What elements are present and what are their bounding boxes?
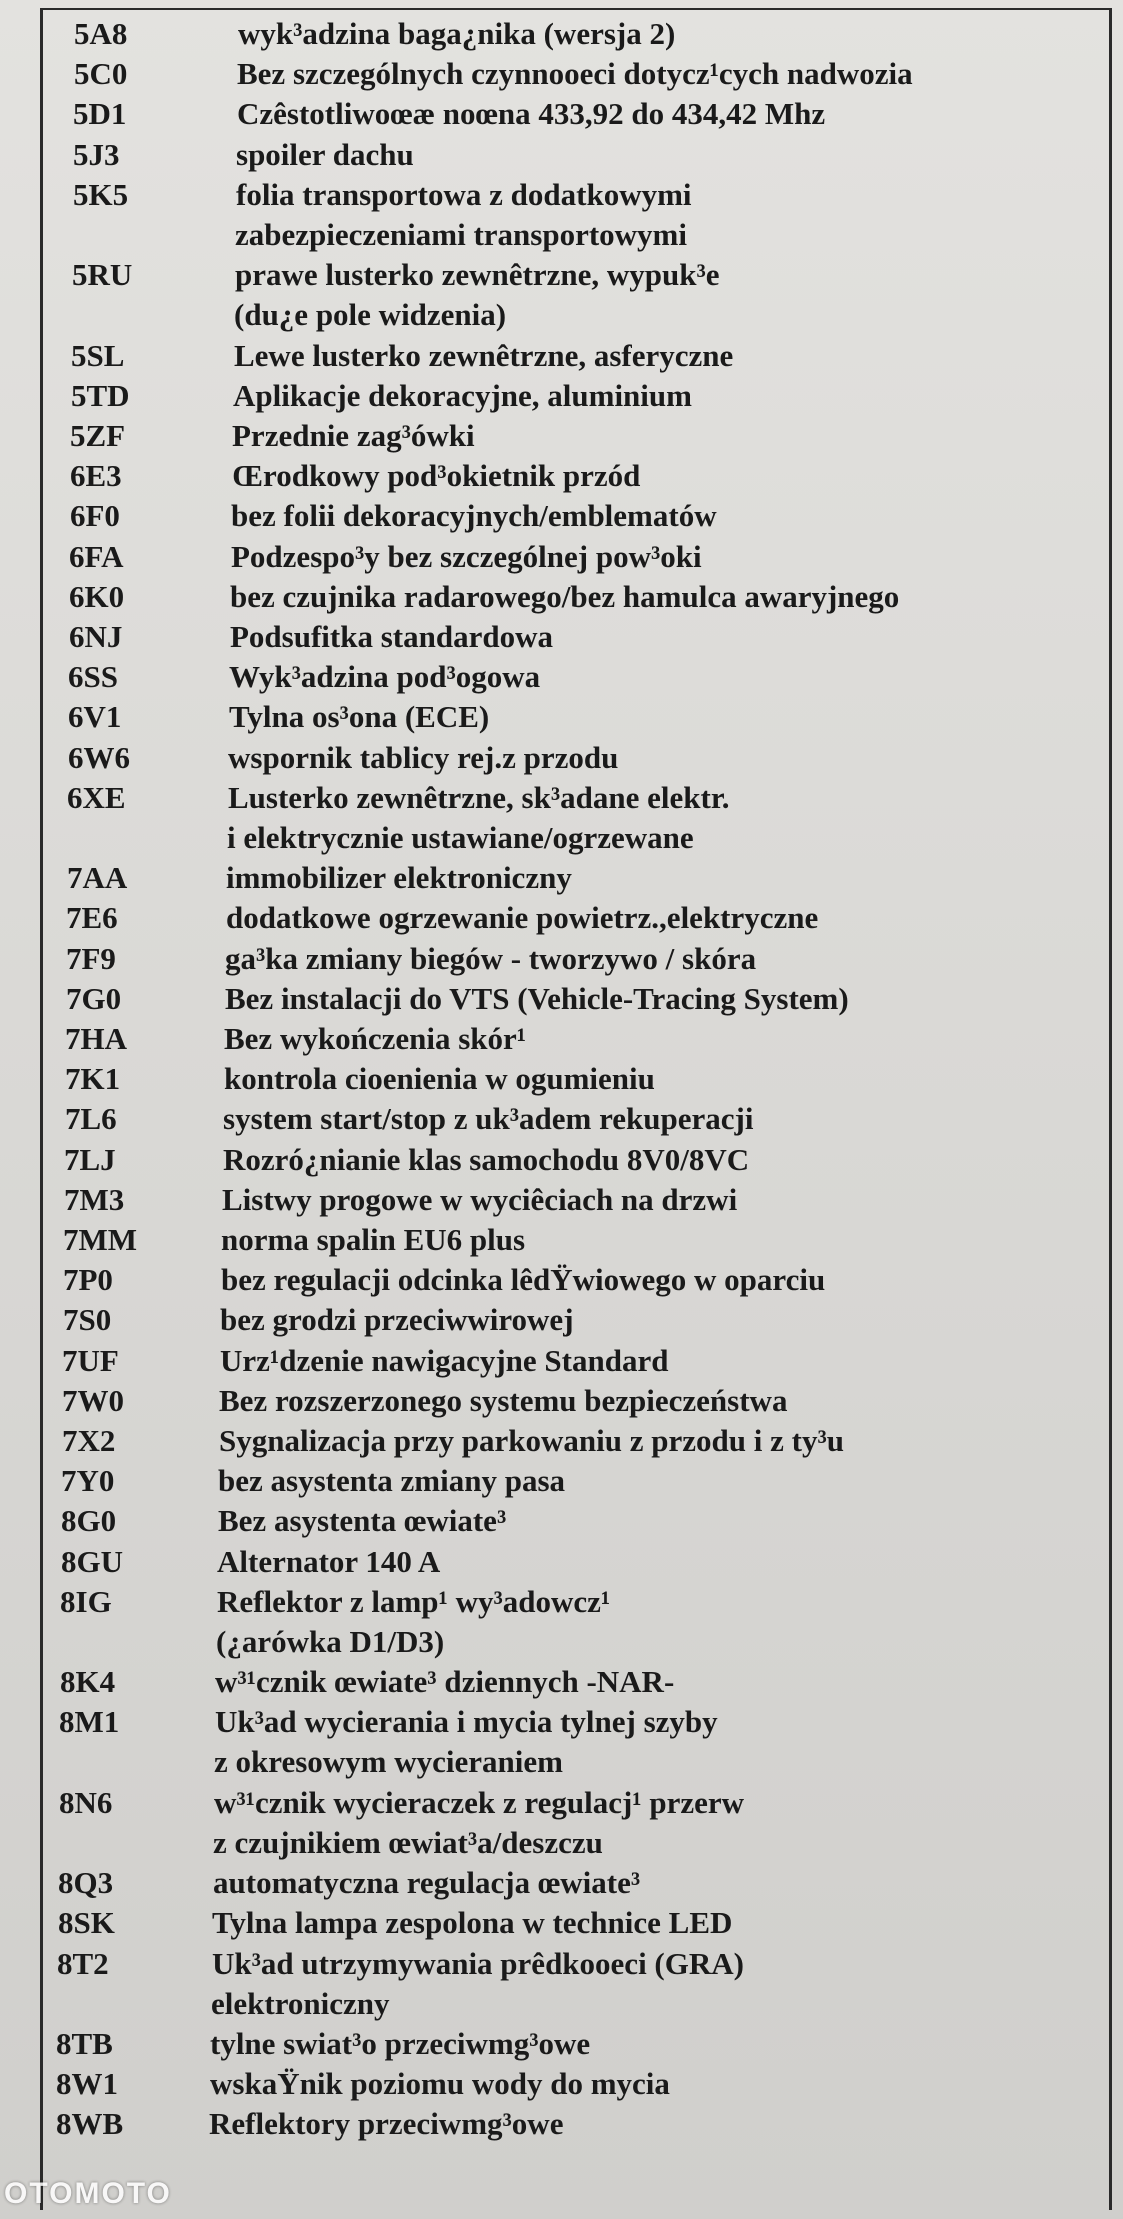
equipment-description-continued: z czujnikiem œwiat³a/deszczu — [213, 1825, 603, 1861]
equipment-description: kontrola cioenienia w ogumieniu — [224, 1061, 655, 1096]
equipment-description: bez folii dekoracyjnych/emblematów — [231, 498, 717, 533]
table-row — [0, 1099, 1100, 1139]
equipment-code: 7E6 — [66, 900, 118, 935]
equipment-code: 7Y0 — [61, 1463, 115, 1498]
equipment-description: Czêstotliwoœæ noœna 433,92 do 434,42 Mhz — [237, 96, 826, 131]
equipment-code: 8T2 — [57, 1946, 109, 1981]
equipment-description: wskaŸnik poziomu wody do mycia — [210, 2066, 670, 2101]
equipment-code: 6E3 — [70, 458, 122, 493]
table-row — [0, 496, 1100, 536]
table-row — [0, 94, 1100, 134]
equipment-description: Œrodkowy pod³okietnik przód — [232, 458, 641, 493]
equipment-description: wyk³adzina baga¿nika (wersja 2) — [238, 16, 676, 51]
equipment-code: 5A8 — [74, 16, 128, 51]
equipment-code: 8TB — [56, 2026, 113, 2061]
equipment-code: 8W1 — [56, 2066, 118, 2101]
equipment-description: Uk³ad utrzymywania prêdkooeci (GRA) — [212, 1946, 744, 1981]
equipment-code: 5TD — [71, 378, 130, 413]
equipment-code: 7G0 — [66, 981, 122, 1016]
equipment-description: norma spalin EU6 plus — [221, 1222, 526, 1257]
equipment-description: Bez wykończenia skór¹ — [224, 1021, 527, 1056]
equipment-code: 6V1 — [68, 699, 122, 734]
table-row — [0, 2024, 1100, 2064]
equipment-code: 7X2 — [62, 1423, 116, 1458]
equipment-code: 8SK — [58, 1905, 115, 1940]
table-row — [0, 135, 1100, 175]
equipment-description: w³¹cznik œwiate³ dziennych -NAR- — [215, 1664, 675, 1699]
equipment-description-continued: elektroniczny — [211, 1986, 390, 2022]
equipment-code: 6SS — [68, 659, 118, 694]
equipment-description: Bez asystenta œwiate³ — [218, 1503, 507, 1538]
equipment-code: 5D1 — [73, 96, 127, 131]
equipment-description: Podzespo³y bez szczególnej pow³oki — [231, 539, 702, 574]
table-row — [0, 1944, 1100, 2022]
table-row — [0, 1300, 1100, 1340]
table-row — [0, 1501, 1100, 1541]
equipment-code: 7F9 — [66, 941, 116, 976]
equipment-code: 8N6 — [59, 1785, 113, 1820]
equipment-description: dodatkowe ogrzewanie powietrz.,elektryczne — [226, 900, 819, 935]
equipment-description: Rozró¿nianie klas samochodu 8V0/8VC — [223, 1142, 750, 1177]
equipment-description: Lewe lusterko zewnêtrzne, asferyczne — [234, 338, 734, 373]
equipment-description: Alternator 140 A — [217, 1544, 441, 1579]
equipment-code: 5SL — [71, 338, 125, 373]
equipment-description: tylne swiat³o przeciwmg³owe — [210, 2026, 591, 2061]
table-row — [0, 1542, 1100, 1582]
equipment-code: 5C0 — [74, 56, 128, 91]
equipment-code: 6FA — [69, 539, 124, 574]
equipment-code: 5RU — [72, 257, 133, 292]
equipment-code: 8WB — [56, 2106, 124, 2141]
equipment-code: 8M1 — [59, 1704, 120, 1739]
equipment-description: folia transportowa z dodatkowymi — [236, 177, 692, 212]
equipment-description: Tylna os³ona (ECE) — [229, 699, 490, 734]
table-row — [0, 1662, 1100, 1702]
equipment-description: Reflektor z lamp¹ wy³adowcz¹ — [217, 1584, 611, 1619]
equipment-description: spoiler dachu — [236, 137, 414, 172]
equipment-description: system start/stop z uk³adem rekuperacji — [223, 1101, 754, 1136]
table-row — [0, 1783, 1100, 1861]
equipment-code: 5J3 — [73, 137, 120, 172]
table-row — [0, 1019, 1100, 1059]
table-row — [0, 255, 1100, 333]
equipment-description: bez regulacji odcinka lêdŸwiowego w oparciu — [221, 1262, 826, 1297]
equipment-description-continued: i elektrycznie ustawiane/ogrzewane — [227, 820, 694, 856]
equipment-description: Aplikacje dekoracyjne, aluminium — [233, 378, 692, 413]
equipment-description-continued: z okresowym wycieraniem — [214, 1744, 563, 1780]
table-row — [0, 537, 1100, 577]
table-row — [0, 577, 1100, 617]
equipment-description: immobilizer elektroniczny — [226, 860, 572, 895]
equipment-description: Listwy progowe w wyciêciach na drzwi — [222, 1182, 738, 1217]
equipment-description: ga³ka zmiany biegów - tworzywo / skóra — [225, 941, 757, 976]
table-row — [0, 697, 1100, 737]
equipment-description: Tylna lampa zespolona w technice LED — [212, 1905, 733, 1940]
table-row — [0, 1421, 1100, 1461]
equipment-code: 7P0 — [63, 1262, 113, 1297]
table-row — [0, 14, 1100, 54]
equipment-description-continued: zabezpieczeniami transportowymi — [235, 217, 687, 253]
equipment-description: bez czujnika radarowego/bez hamulca awaryjnego — [230, 579, 900, 614]
table-row — [0, 376, 1100, 416]
equipment-code: 7HA — [65, 1021, 127, 1056]
equipment-code: 5ZF — [70, 418, 126, 453]
equipment-description: bez asystenta zmiany pasa — [218, 1463, 566, 1498]
table-row — [0, 778, 1100, 856]
equipment-code: 8IG — [60, 1584, 112, 1619]
table-row — [0, 336, 1100, 376]
table-row — [0, 1059, 1100, 1099]
table-row — [0, 1863, 1100, 1903]
equipment-code: 6NJ — [69, 619, 123, 654]
table-row — [0, 657, 1100, 697]
equipment-description-continued: (¿arówka D1/D3) — [216, 1624, 445, 1660]
equipment-code: 6F0 — [70, 498, 120, 533]
equipment-description: Reflektory przeciwmg³owe — [209, 2106, 564, 2141]
equipment-code: 7UF — [62, 1343, 119, 1378]
table-row — [0, 2064, 1100, 2104]
table-row — [0, 1180, 1100, 1220]
equipment-description: Uk³ad wycierania i mycia tylnej szyby — [215, 1704, 718, 1739]
table-row — [0, 898, 1100, 938]
table-row — [0, 858, 1100, 898]
equipment-description: Bez szczególnych czynnooeci dotycz¹cych nadwozia — [237, 56, 913, 91]
table-row — [0, 2104, 1100, 2144]
equipment-description-continued: (du¿e pole widzenia) — [234, 297, 507, 333]
watermark-logo: OTOMOTO — [4, 2177, 172, 2210]
table-row — [0, 54, 1100, 94]
equipment-description: Bez instalacji do VTS (Vehicle-Tracing System) — [225, 981, 849, 1016]
table-row — [0, 1903, 1100, 1943]
equipment-code: 6K0 — [69, 579, 125, 614]
table-row — [0, 617, 1100, 657]
equipment-code: 7AA — [67, 860, 128, 895]
equipment-description: wspornik tablicy rej.z przodu — [228, 740, 619, 775]
equipment-description: prawe lusterko zewnêtrzne, wypuk³e — [235, 257, 720, 292]
equipment-description: Bez rozszerzonego systemu bezpieczeństwa — [219, 1383, 788, 1418]
equipment-code: 8Q3 — [58, 1865, 114, 1900]
equipment-code: 7M3 — [64, 1182, 125, 1217]
table-row — [0, 1461, 1100, 1501]
equipment-code: 7LJ — [64, 1142, 116, 1177]
equipment-code: 8GU — [61, 1544, 123, 1579]
equipment-description: bez grodzi przeciwwirowej — [220, 1302, 574, 1337]
table-row — [0, 1702, 1100, 1780]
equipment-description: Lusterko zewnêtrzne, sk³adane elektr. — [228, 780, 730, 815]
equipment-description: Przednie zag³ówki — [232, 418, 475, 453]
table-row — [0, 1260, 1100, 1300]
equipment-code: 5K5 — [73, 177, 129, 212]
equipment-code: 6W6 — [68, 740, 130, 775]
table-row — [0, 175, 1100, 253]
table-row — [0, 1341, 1100, 1381]
equipment-code: 7K1 — [65, 1061, 121, 1096]
table-row — [0, 1381, 1100, 1421]
equipment-code: 8G0 — [61, 1503, 117, 1538]
table-row — [0, 738, 1100, 778]
equipment-code: 6XE — [67, 780, 126, 815]
table-row — [0, 1220, 1100, 1260]
table-row — [0, 1582, 1100, 1660]
equipment-description: Wyk³adzina pod³ogowa — [229, 659, 541, 694]
table-row — [0, 456, 1100, 496]
equipment-description: Sygnalizacja przy parkowaniu z przodu i z ty³u — [219, 1423, 845, 1458]
table-row — [0, 1140, 1100, 1180]
equipment-description: Podsufitka standardowa — [230, 619, 553, 654]
equipment-code: 7W0 — [62, 1383, 124, 1418]
table-row — [0, 979, 1100, 1019]
table-row — [0, 416, 1100, 456]
equipment-code: 7MM — [63, 1222, 138, 1257]
equipment-code: 7L6 — [65, 1101, 117, 1136]
equipment-code: 7S0 — [63, 1302, 112, 1337]
table-row — [0, 939, 1100, 979]
equipment-description: w³¹cznik wycieraczek z regulacj¹ przerw — [214, 1785, 744, 1820]
equipment-code: 8K4 — [60, 1664, 116, 1699]
equipment-description: automatyczna regulacja œwiate³ — [213, 1865, 641, 1900]
equipment-description: Urz¹dzenie nawigacyjne Standard — [220, 1343, 669, 1378]
